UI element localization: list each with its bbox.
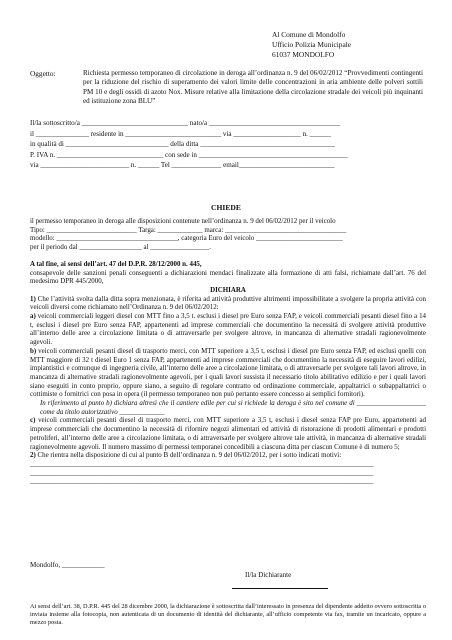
item-c-letter: c) — [30, 416, 36, 425]
sworn-text: consapevole delle sanzioni penali conseguenti a dichiarazioni mendaci finalizzate alla formazione di atti falsi, richiamate dall’art. 76 del medesimo DPR 445/2000, — [30, 268, 426, 286]
recipient-line-1: Al Comune di Mondolfo — [272, 30, 346, 39]
request-line-2: Tipo: __________________________ Targa: _____________ marca: ___________________________________ — [30, 225, 347, 234]
applicant-form — [30, 118, 425, 171]
declaration-item-2 — [30, 451, 426, 460]
form-line-name: Il/la sottoscritto/a ______________________________ nato/a _____________________________________ — [30, 119, 341, 127]
item-2-text: Che rientra nella disposizione di cui al punto B dell’ordinanza n. 9 del 06/02/2012, per i sotto indicati motivi: — [37, 451, 342, 460]
recipient-line-2: Ufficio Polizia Municipale — [272, 40, 352, 49]
declaration-item-b — [30, 347, 426, 399]
item-a-text: veicoli commerciali leggeri diesel con MTT fino a 3,5 t. esclusi i diesel pre Euro senza FAP, e veicoli commerciali pesanti diesel fino a 14 t, esclusi i diesel pre Euro senza FAP, appartenenti ad imprese commerciali che documentino la necessità di svolgere attività produttive all’interno delle aree a circolazione limitata o di attraversarle per svolgere altrove, in mancanza di alternative stradali ragionevolmente agevoli. — [30, 312, 427, 347]
spacer — [30, 252, 426, 260]
form-line-vat: P. IVA n. ______________________________ con sede in __________________________________________ — [30, 150, 348, 159]
dichiara-heading: DICHIARA — [210, 285, 246, 294]
form-line-residence: il _______________ residente in ___________________________ via ___________________ n. ______ — [30, 129, 331, 138]
item-1-text: Che l’attività svolta dalla ditta sopra menzionata, è riferita ad attività produttive altrimenti impossibilitate a svolgere la propria attività con veicoli diversi come richiamato nell’Ordinanza n. 9 del 06/02/2012: — [30, 294, 427, 312]
item-1-number: 1) — [30, 294, 36, 303]
blank-line-3: ___________________________________________________________________________________________________ — [30, 477, 374, 486]
item-b-letter: b) — [30, 346, 37, 355]
request-line-4: per il periodo dal __________________ al _________________. — [30, 243, 211, 252]
blank-line-2: ___________________________________________________________________________________________________ — [30, 468, 374, 477]
object-text: Richiesta permesso temporaneo di circolazione in deroga all’ordinanza n. 9 del 06/02/2012 “Provvedimenti contingenti per la riduzione del rischio di superamento dei valori limite delle concentrazioni in aria ambiente delle polveri sottili PM 10 e degli ossidi di azoto Nox. Misure relative alla limitazione della circolazione stradale dei veicoli più inquinanti ed istituzione zona BLU” — [83, 69, 423, 106]
item-a-letter: a) — [30, 312, 36, 321]
chiede-heading: CHIEDE — [211, 203, 241, 212]
place-date: Mondolfo, ____________ — [30, 561, 105, 569]
request-line-3: modello: ___________________________________, categoria Euro del veicolo _________________________ — [30, 234, 343, 243]
blank-line-1: ___________________________________________________________________________________________________ — [30, 459, 374, 468]
form-line-company: in qualità di _____________________________ della ditta ______________________________________ — [30, 140, 336, 149]
recipient-address — [272, 30, 351, 60]
item-c-text: veicoli commerciali pesanti diesel di trasporto merci, con MTT superiore a 3,5 t, esclusi i diesel senza FAP pre Euro, appartenenti ad imprese commerciali che documentino la necessità di rifornire negozi alimentari ed attività di ristorazione di prodotti alimentari e prodotti petroliferi, all’interno delle aree a circolazione limitata, o di attraversarle per svolgere altrove tale attività, in mancanza di alternative stradali ragionevolmente agevoli. Il numero massimo di permessi temporanei concedibili a ciascuna ditta per ciascun Comune è di numero 5; — [30, 416, 426, 451]
declarant-label: Il/la Dichiarante — [245, 571, 292, 579]
form-line-contacts: via _________________________ n. ______ Tel ______________ email___________________________ — [30, 161, 335, 170]
signature-line — [232, 588, 328, 589]
declaration-item-c — [30, 416, 426, 451]
sworn-heading: A tal fine, ai sensi dell’art. 47 del D.P.R. 28/12/2000 n. 445, — [30, 259, 202, 268]
item-2-number: 2) — [30, 451, 36, 460]
object-label: Oggetto: — [30, 69, 56, 78]
declaration-note: In riferimento al punto b) dichiara altresì che il cantiere edile per cui si richiede la deroga è sito nel comune di ____________________ come da titolo autorizzativo _____________ — [40, 399, 426, 416]
request-line-1: il permesso temporaneo in deroga alle disposizioni contenute nell’ordinanza n. 9 del 06/02/2012 per il veicolo — [30, 217, 336, 225]
declaration-item-a — [30, 312, 426, 347]
footer-note: Ai sensi dell’art. 38, D.P.R. 445 del 28 dicembre 2000, la dichiarazione è sottoscritta dall’interessato in presenza del dipendente addetto ovvero sottoscritta o inviata insieme alla fotocopia, non autenticata di un documento di identità del dichiarante, all’ufficio competente via fax, tramite un incaricato, oppure a mezzo posta. — [30, 603, 426, 626]
document-body — [30, 217, 426, 486]
item-b-text: veicoli commerciali pesanti diesel di trasporto merci, con MTT superiore a 3,5 t, esclusi i diesel pre Euro senza FAP, ed esclusi quelli con MTT maggiore di 32 t diesel Euro 1 senza FAP, appartenenti ad imprese commerciali che documentino la necessità di eseguire lavori edilizi, impiantistici e comunque di ingegneria civile, all’interno delle aree a circolazione limitata, o di attraversarle per svolgere tali lavori altrove, in mancanza di alternative stradali ragionevolmente agevoli, per i quali lavori sussista il necessario titolo abilitativo edilizio e per i quali lavori siano eseguiti in conto proprio, oppure siano, a seguito di regolare contratto od ordinazione commerciale, appaltatrici o subappaltatrici o cottimiste o fornitrici con posa in opera (il permesso temporaneo non può pertanto essere concesso ai semplici fornitori). — [30, 346, 426, 399]
declaration-item-1 — [30, 295, 426, 312]
recipient-line-3: 61037 MONDOLFO — [272, 50, 335, 59]
